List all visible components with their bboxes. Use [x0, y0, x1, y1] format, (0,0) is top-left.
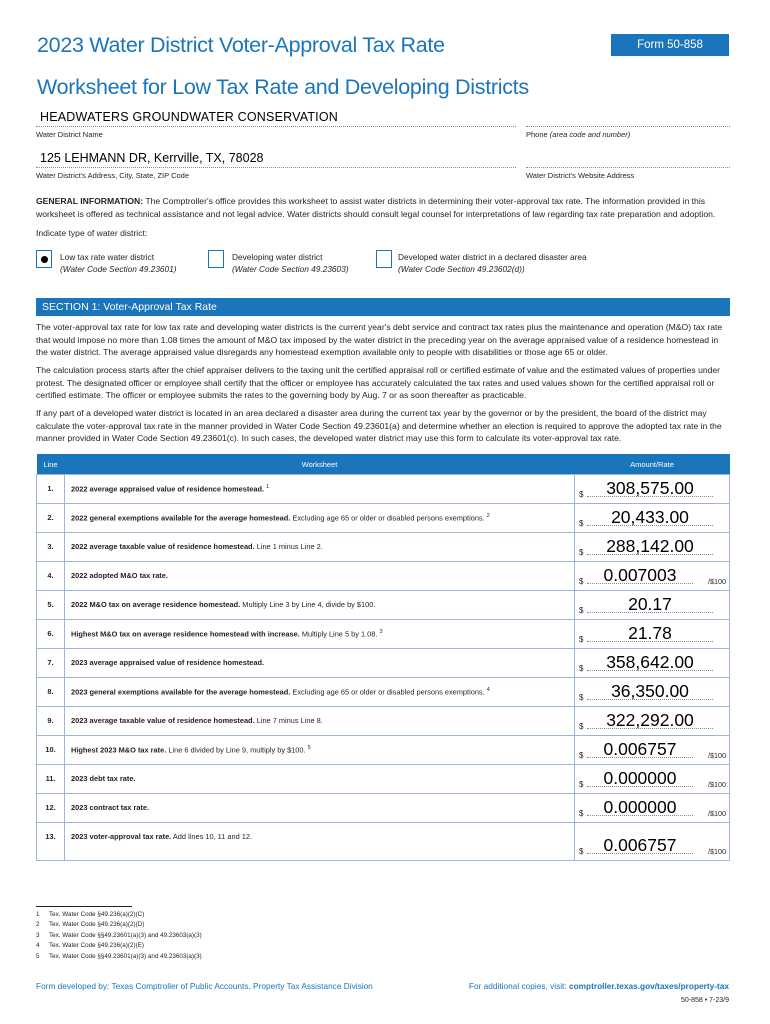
- comptroller-link[interactable]: comptroller.texas.gov/taxes/property-tax: [568, 981, 729, 991]
- developed-disaster-option-label: Developed water district in a declared disaster area (Water Code Section 49.23602(d)): [398, 252, 587, 274]
- amount-value-field[interactable]: 20.17: [628, 594, 672, 614]
- worksheet-row: [37, 591, 730, 620]
- dollar-sign: $: [579, 780, 584, 789]
- footnote-2: 2 Tex. Water Code §49.236(a)(2)(D): [36, 921, 145, 929]
- footer-developed-by: Form developed by: Texas Comptroller of Public Accounts, Property Tax Assistance Division: [36, 981, 373, 991]
- line-description: 2022 general exemptions available for the average homestead. Excluding age 65 or older or disabled persons exemptions. $^2$: [65, 504, 575, 533]
- worksheet-row: [37, 533, 730, 562]
- per-100-unit: /$100: [708, 847, 726, 856]
- dollar-sign: $: [579, 751, 584, 760]
- footnote-5: 5 Tex. Water Code §§49.23601(a)(3) and 49.23603(a)(3): [36, 952, 202, 960]
- footnote-ref: 5: [307, 745, 311, 751]
- amount-cell: [575, 620, 730, 649]
- line-number: 2.: [37, 504, 65, 533]
- amount-value-field[interactable]: 20,433.00: [611, 507, 689, 527]
- line-description: 2022 average taxable value of residence homestead. Line 1 minus Line 2.: [65, 533, 575, 562]
- line-description: 2022 adopted M&O tax rate.: [65, 562, 575, 591]
- developing-district-checkbox[interactable]: [208, 250, 224, 268]
- line-description: 2023 average appraised value of residence homestead.: [65, 649, 575, 678]
- line-number: 4.: [37, 562, 65, 591]
- footnote-ref: 1: [266, 484, 270, 490]
- per-100-unit: /$100: [708, 751, 726, 760]
- amount-cell: [575, 533, 730, 562]
- form-revision-code: 50-858 • 7-23/9: [681, 997, 729, 1004]
- worksheet-row: [37, 475, 730, 504]
- section-1-paragraph-2: The calculation process starts after the chief appraiser delivers to the taxing unit the certified appraisal roll or certified estimate of value and the estimated values of properties under protest. The designated officer or employee shall certify that the officer or employee has accurately calculated the tax rates and used values shown for the certified appraisal roll or certified estimate. The officer or employee submits the rates to the governing body by Aug. 7 or as soon thereafter as practicable.: [36, 365, 721, 401]
- line-description: 2023 voter-approval tax rate. Add lines 10, 11 and 12.: [65, 823, 575, 861]
- line-number: 12.: [37, 794, 65, 823]
- checked-dot-icon: [41, 256, 48, 263]
- general-information: GENERAL INFORMATION: The Comptroller's office provides this worksheet to assist water districts in determining their voter-approval tax rate. The information provided in this worksheet is offered as technical assistance and not legal advice. Water districts should consult legal counsel for interpretations of law regarding tax rate preparation and adoption.: [36, 196, 716, 219]
- amount-value-field[interactable]: 36,350.00: [611, 681, 689, 701]
- dollar-sign: $: [579, 664, 584, 673]
- form-title: 2023 Water District Voter-Approval Tax Rate: [37, 33, 445, 57]
- district-address-label: Water District's Address, City, State, ZIP Code: [36, 171, 190, 180]
- form-number-badge: Form 50-858: [611, 34, 729, 56]
- column-header-worksheet: Worksheet: [65, 454, 575, 475]
- footnote-rule: [36, 906, 132, 907]
- district-address-field[interactable]: 125 LEHMANN DR, Kerrville, TX, 78028: [40, 151, 264, 165]
- line-number: 10.: [37, 736, 65, 765]
- amount-cell: [575, 678, 730, 707]
- amount-value-field[interactable]: 358,642.00: [606, 652, 694, 672]
- per-100-unit: /$100: [708, 809, 726, 818]
- dollar-sign: $: [579, 490, 584, 499]
- form-subtitle: Worksheet for Low Tax Rate and Developing Districts: [37, 75, 529, 99]
- amount-value-field[interactable]: 288,142.00: [606, 536, 694, 556]
- amount-cell: [575, 591, 730, 620]
- section-1-header: SECTION 1: Voter-Approval Tax Rate: [36, 298, 730, 316]
- amount-value-field[interactable]: 0.006757: [603, 835, 677, 855]
- dollar-sign: $: [579, 635, 584, 644]
- amount-value-field[interactable]: 0.000000: [603, 797, 677, 817]
- amount-cell: [575, 794, 730, 823]
- amount-cell: [575, 707, 730, 736]
- section-1-paragraph-3: If any part of a developed water district is located in an area declared a disaster area during the current tax year by the governor or by the president, the board of the district may calculate the voter-approval tax rate in the manner provided in Water Code Section 49.23601(a) and determine whether an election is required to approve the adopted tax rate in the manner provided in Water Code Section 49.23601(c). In such cases, the developed water district may use this form to calculate its voter-approval tax rate.: [36, 408, 722, 444]
- line-number: 8.: [37, 678, 65, 707]
- amount-value-field[interactable]: 21.78: [628, 623, 672, 643]
- per-100-unit: /$100: [708, 577, 726, 586]
- district-name-field[interactable]: HEADWATERS GROUNDWATER CONSERVATION: [40, 110, 338, 124]
- line-description: 2023 general exemptions available for the average homestead. Excluding age 65 or older or disabled persons exemptions. $^4$: [65, 678, 575, 707]
- footnote-4: 4 Tex. Water Code §49.236(a)(2)(E): [36, 942, 144, 950]
- amount-cell: [575, 823, 730, 861]
- line-description: Highest 2023 M&O tax rate. Line 6 divided by Line 9, multiply by $100. $^5$: [65, 736, 575, 765]
- amount-cell: [575, 736, 730, 765]
- district-type-prompt: Indicate type of water district:: [36, 228, 148, 238]
- district-name-underline: [36, 126, 516, 127]
- line-description: Highest M&O tax on average residence homestead with increase. Multiply Line 5 by 1.08. $^3$: [65, 620, 575, 649]
- website-label: Water District's Website Address: [526, 171, 635, 180]
- amount-value-field[interactable]: 0.000000: [603, 768, 677, 788]
- dollar-sign: $: [579, 693, 584, 702]
- footnote-ref: 2: [486, 513, 490, 519]
- line-number: 13.: [37, 823, 65, 861]
- amount-cell: [575, 562, 730, 591]
- phone-underline: [526, 126, 730, 127]
- low-tax-rate-option-label: Low tax rate water district (Water Code Section 49.23601): [60, 252, 177, 274]
- worksheet-table: [36, 454, 730, 861]
- dollar-sign: $: [579, 606, 584, 615]
- worksheet-row: [37, 707, 730, 736]
- worksheet-row: [37, 736, 730, 765]
- worksheet-row: [37, 794, 730, 823]
- worksheet-row: [37, 823, 730, 861]
- amount-value-field[interactable]: 308,575.00: [606, 478, 694, 498]
- line-description: 2022 average appraised value of residence homestead. $^1$: [65, 475, 575, 504]
- amount-cell: [575, 504, 730, 533]
- section-1-paragraph-1: The voter-approval tax rate for low tax rate and developing water districts is the current year's debt service and contract tax rates plus the maintenance and operation (M&O) tax rate that would impose no more than 1.08 times the amount of M&O tax imposed by the water district in the preceding year on the average appraised value of a residence homestead in the water district. The average appraised value disregards any homestead exemption available only to people with disabilities or those age 65 or older.: [36, 322, 723, 358]
- dollar-sign: $: [579, 577, 584, 586]
- amount-value-field[interactable]: 0.007003: [603, 565, 677, 585]
- dollar-sign: $: [579, 519, 584, 528]
- amount-cell: [575, 475, 730, 504]
- district-name-label: Water District Name: [36, 130, 103, 139]
- phone-label: Phone (area code and number): [526, 130, 631, 139]
- dollar-sign: $: [579, 847, 584, 856]
- dollar-sign: $: [579, 809, 584, 818]
- amount-value-field[interactable]: 322,292.00: [606, 710, 694, 730]
- line-number: 5.: [37, 591, 65, 620]
- developing-district-option-label: Developing water district (Water Code Section 49.23603): [232, 252, 349, 274]
- low-tax-rate-checkbox[interactable]: [36, 250, 52, 268]
- worksheet-row: [37, 504, 730, 533]
- line-description: 2023 average taxable value of residence homestead. Line 7 minus Line 8.: [65, 707, 575, 736]
- line-number: 9.: [37, 707, 65, 736]
- dollar-sign: $: [579, 548, 584, 557]
- line-number: 6.: [37, 620, 65, 649]
- footnote-3: 3 Tex. Water Code §§49.23601(a)(3) and 49.23603(a)(3): [36, 931, 202, 939]
- worksheet-row: [37, 649, 730, 678]
- developed-disaster-checkbox[interactable]: [376, 250, 392, 268]
- per-100-unit: /$100: [708, 780, 726, 789]
- footnote-ref: 4: [486, 687, 490, 693]
- footnote-ref: 3: [379, 629, 383, 635]
- worksheet-row: [37, 678, 730, 707]
- footnote-1: 1 Tex. Water Code §49.236(a)(2)(C): [36, 911, 145, 918]
- website-underline: [526, 167, 730, 168]
- worksheet-row: [37, 562, 730, 591]
- worksheet-header-row: [37, 454, 730, 475]
- line-description: 2022 M&O tax on average residence homestead. Multiply Line 3 by Line 4, divide by $100.: [65, 591, 575, 620]
- dollar-sign: $: [579, 722, 584, 731]
- worksheet-row: [37, 620, 730, 649]
- address-underline: [36, 167, 516, 168]
- column-header-line: Line: [37, 454, 65, 475]
- amount-cell: [575, 649, 730, 678]
- line-number: 11.: [37, 765, 65, 794]
- line-description: 2023 debt tax rate.: [65, 765, 575, 794]
- worksheet-row: [37, 765, 730, 794]
- line-description: 2023 contract tax rate.: [65, 794, 575, 823]
- column-header-amount: Amount/Rate: [575, 454, 730, 475]
- footer-additional-copies: For additional copies, visit: comptroller.texas.gov/taxes/property-tax: [468, 981, 729, 991]
- line-number: 1.: [37, 475, 65, 504]
- line-number: 7.: [37, 649, 65, 678]
- amount-value-field[interactable]: 0.006757: [603, 739, 677, 759]
- line-number: 3.: [37, 533, 65, 562]
- footnotes: [36, 910, 202, 962]
- amount-cell: [575, 765, 730, 794]
